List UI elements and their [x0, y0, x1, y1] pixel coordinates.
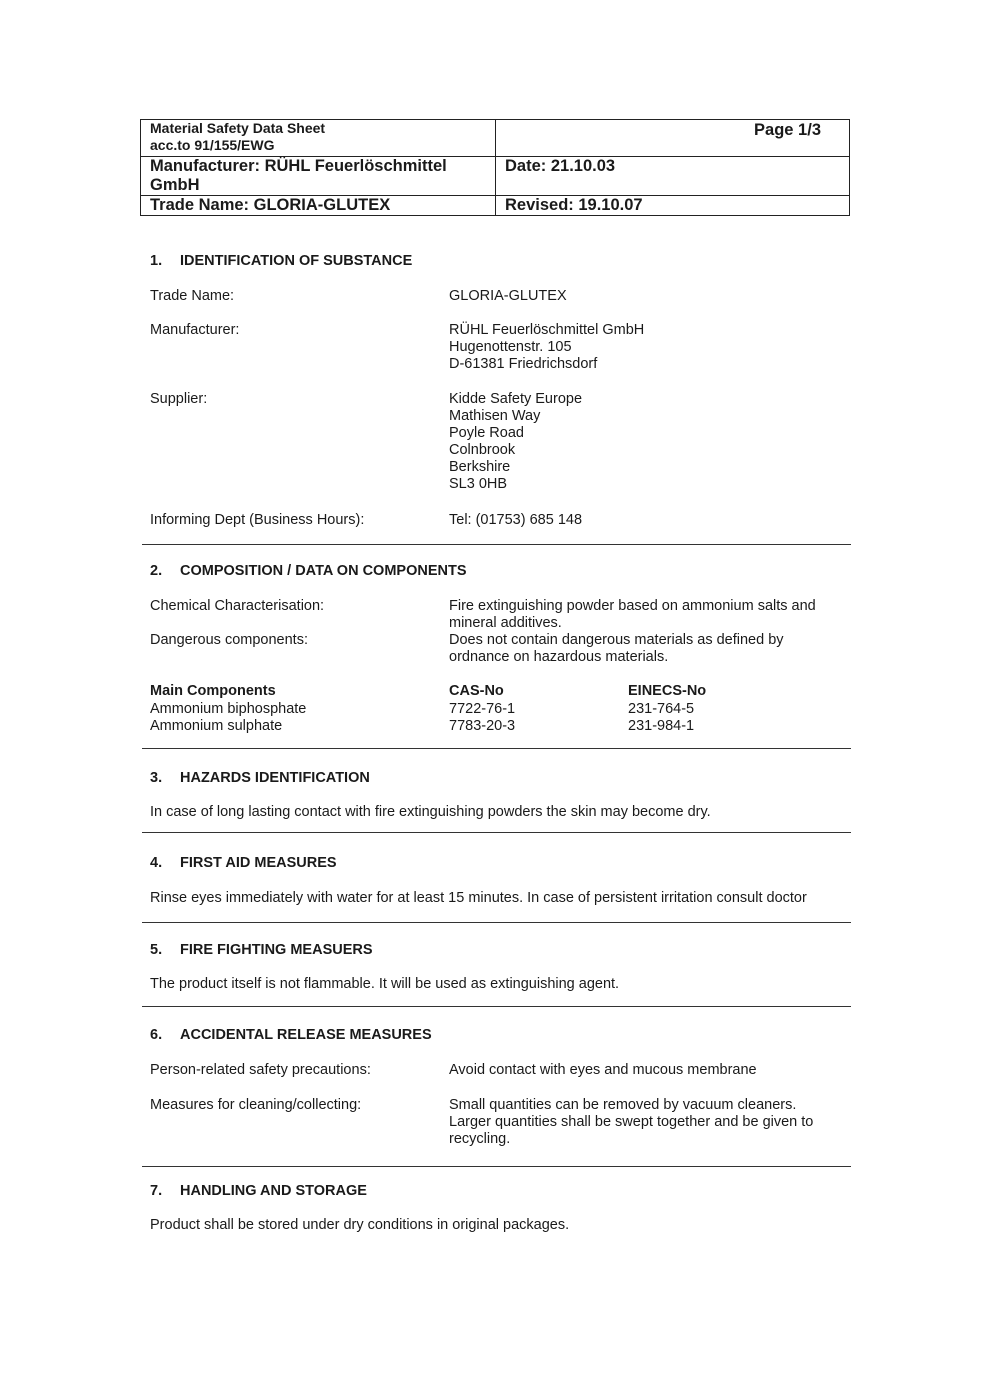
revised-header: Revised: 19.10.07 — [496, 196, 850, 216]
section-7-title: 7. HANDLING AND STORAGE — [150, 1183, 367, 1199]
component-cas: 7722-76-1 — [449, 701, 516, 717]
page-number: Page 1/3 — [496, 120, 850, 157]
address-line: Colnbrook — [449, 442, 516, 458]
section-divider — [142, 1006, 851, 1007]
address-line: SL3 0HB — [449, 476, 508, 492]
address-line: Kidde Safety Europe — [449, 391, 583, 407]
component-cas: 7783-20-3 — [449, 718, 516, 734]
section-1-title: 1. IDENTIFICATION OF SUBSTANCE — [150, 253, 413, 269]
component-name: Ammonium biphosphate — [150, 701, 307, 717]
date-header: Date: 21.10.03 — [496, 157, 850, 196]
chem-value: Fire extinguishing powder based on ammonium salts and mineral additives. — [449, 598, 816, 631]
supplier-address — [449, 391, 844, 493]
fire-fighting-text: The product itself is not flammable. It will be used as extinguishing agent. — [150, 976, 620, 992]
danger-label: Dangerous components: — [150, 632, 308, 648]
handling-text: Product shall be stored under dry conditions in original packages. — [150, 1217, 570, 1233]
cleaning-label: Measures for cleaning/collecting: — [150, 1097, 362, 1113]
section-4-title: 4. FIRST AID MEASURES — [150, 855, 337, 871]
doc-type-cell — [141, 120, 496, 157]
hazards-text: In case of long lasting contact with fire extinguishing powders the skin may become dry. — [150, 804, 711, 820]
address-line: D-61381 Friedrichsdorf — [449, 356, 598, 372]
first-aid-text: Rinse eyes immediately with water for at least 15 minutes. In case of persistent irritation consult doctor — [150, 890, 807, 906]
component-einecs: 231-984-1 — [628, 718, 695, 734]
chem-label: Chemical Characterisation: — [150, 598, 325, 614]
cas-header: CAS-No — [449, 683, 504, 699]
informing-label: Informing Dept (Business Hours): — [150, 512, 365, 528]
einecs-header: EINECS-No — [628, 683, 707, 699]
address-line: Mathisen Way — [449, 408, 541, 424]
section-6-title: 6. ACCIDENTAL RELEASE MEASURES — [150, 1027, 432, 1043]
manufacturer-label: Manufacturer: — [150, 322, 240, 338]
doc-type: Material Safety Data Sheet — [150, 120, 326, 136]
section-divider — [142, 1166, 851, 1167]
address-line: Berkshire — [449, 459, 511, 475]
manufacturer-header: Manufacturer: RÜHL Feuerlöschmittel GmbH — [141, 157, 496, 196]
section-2-title: 2. COMPOSITION / DATA ON COMPONENTS — [150, 563, 467, 579]
section-divider — [142, 832, 851, 833]
section-divider — [142, 922, 851, 923]
address-line: Poyle Road — [449, 425, 524, 441]
section-divider — [142, 544, 851, 545]
address-line: RÜHL Feuerlöschmittel GmbH — [449, 322, 645, 338]
danger-value: Does not contain dangerous materials as defined by ordnance on hazardous materials. — [449, 632, 784, 665]
trade-name-header: Trade Name: GLORIA-GLUTEX — [141, 196, 496, 216]
components-header: Main Components — [150, 683, 276, 699]
header-table — [140, 119, 850, 216]
trade-name-value: GLORIA-GLUTEX — [449, 288, 567, 304]
person-value: Avoid contact with eyes and mucous membrane — [449, 1062, 757, 1078]
section-5-title: 5. FIRE FIGHTING MEASUERS — [150, 942, 373, 958]
address-line: Hugenottenstr. 105 — [449, 339, 572, 355]
manufacturer-address — [449, 322, 844, 373]
section-divider — [142, 748, 851, 749]
informing-value: Tel: (01753) 685 148 — [449, 512, 583, 528]
cleaning-value: Small quantities can be removed by vacuum cleaners. Larger quantities shall be swept together and be given to recycling. — [449, 1097, 814, 1147]
regulation: acc.to 91/155/EWG — [150, 137, 275, 153]
component-name: Ammonium sulphate — [150, 718, 283, 734]
trade-name-label: Trade Name: — [150, 288, 235, 304]
section-3-title: 3. HAZARDS IDENTIFICATION — [150, 770, 370, 786]
person-label: Person-related safety precautions: — [150, 1062, 371, 1078]
component-einecs: 231-764-5 — [628, 701, 695, 717]
supplier-label: Supplier: — [150, 391, 208, 407]
